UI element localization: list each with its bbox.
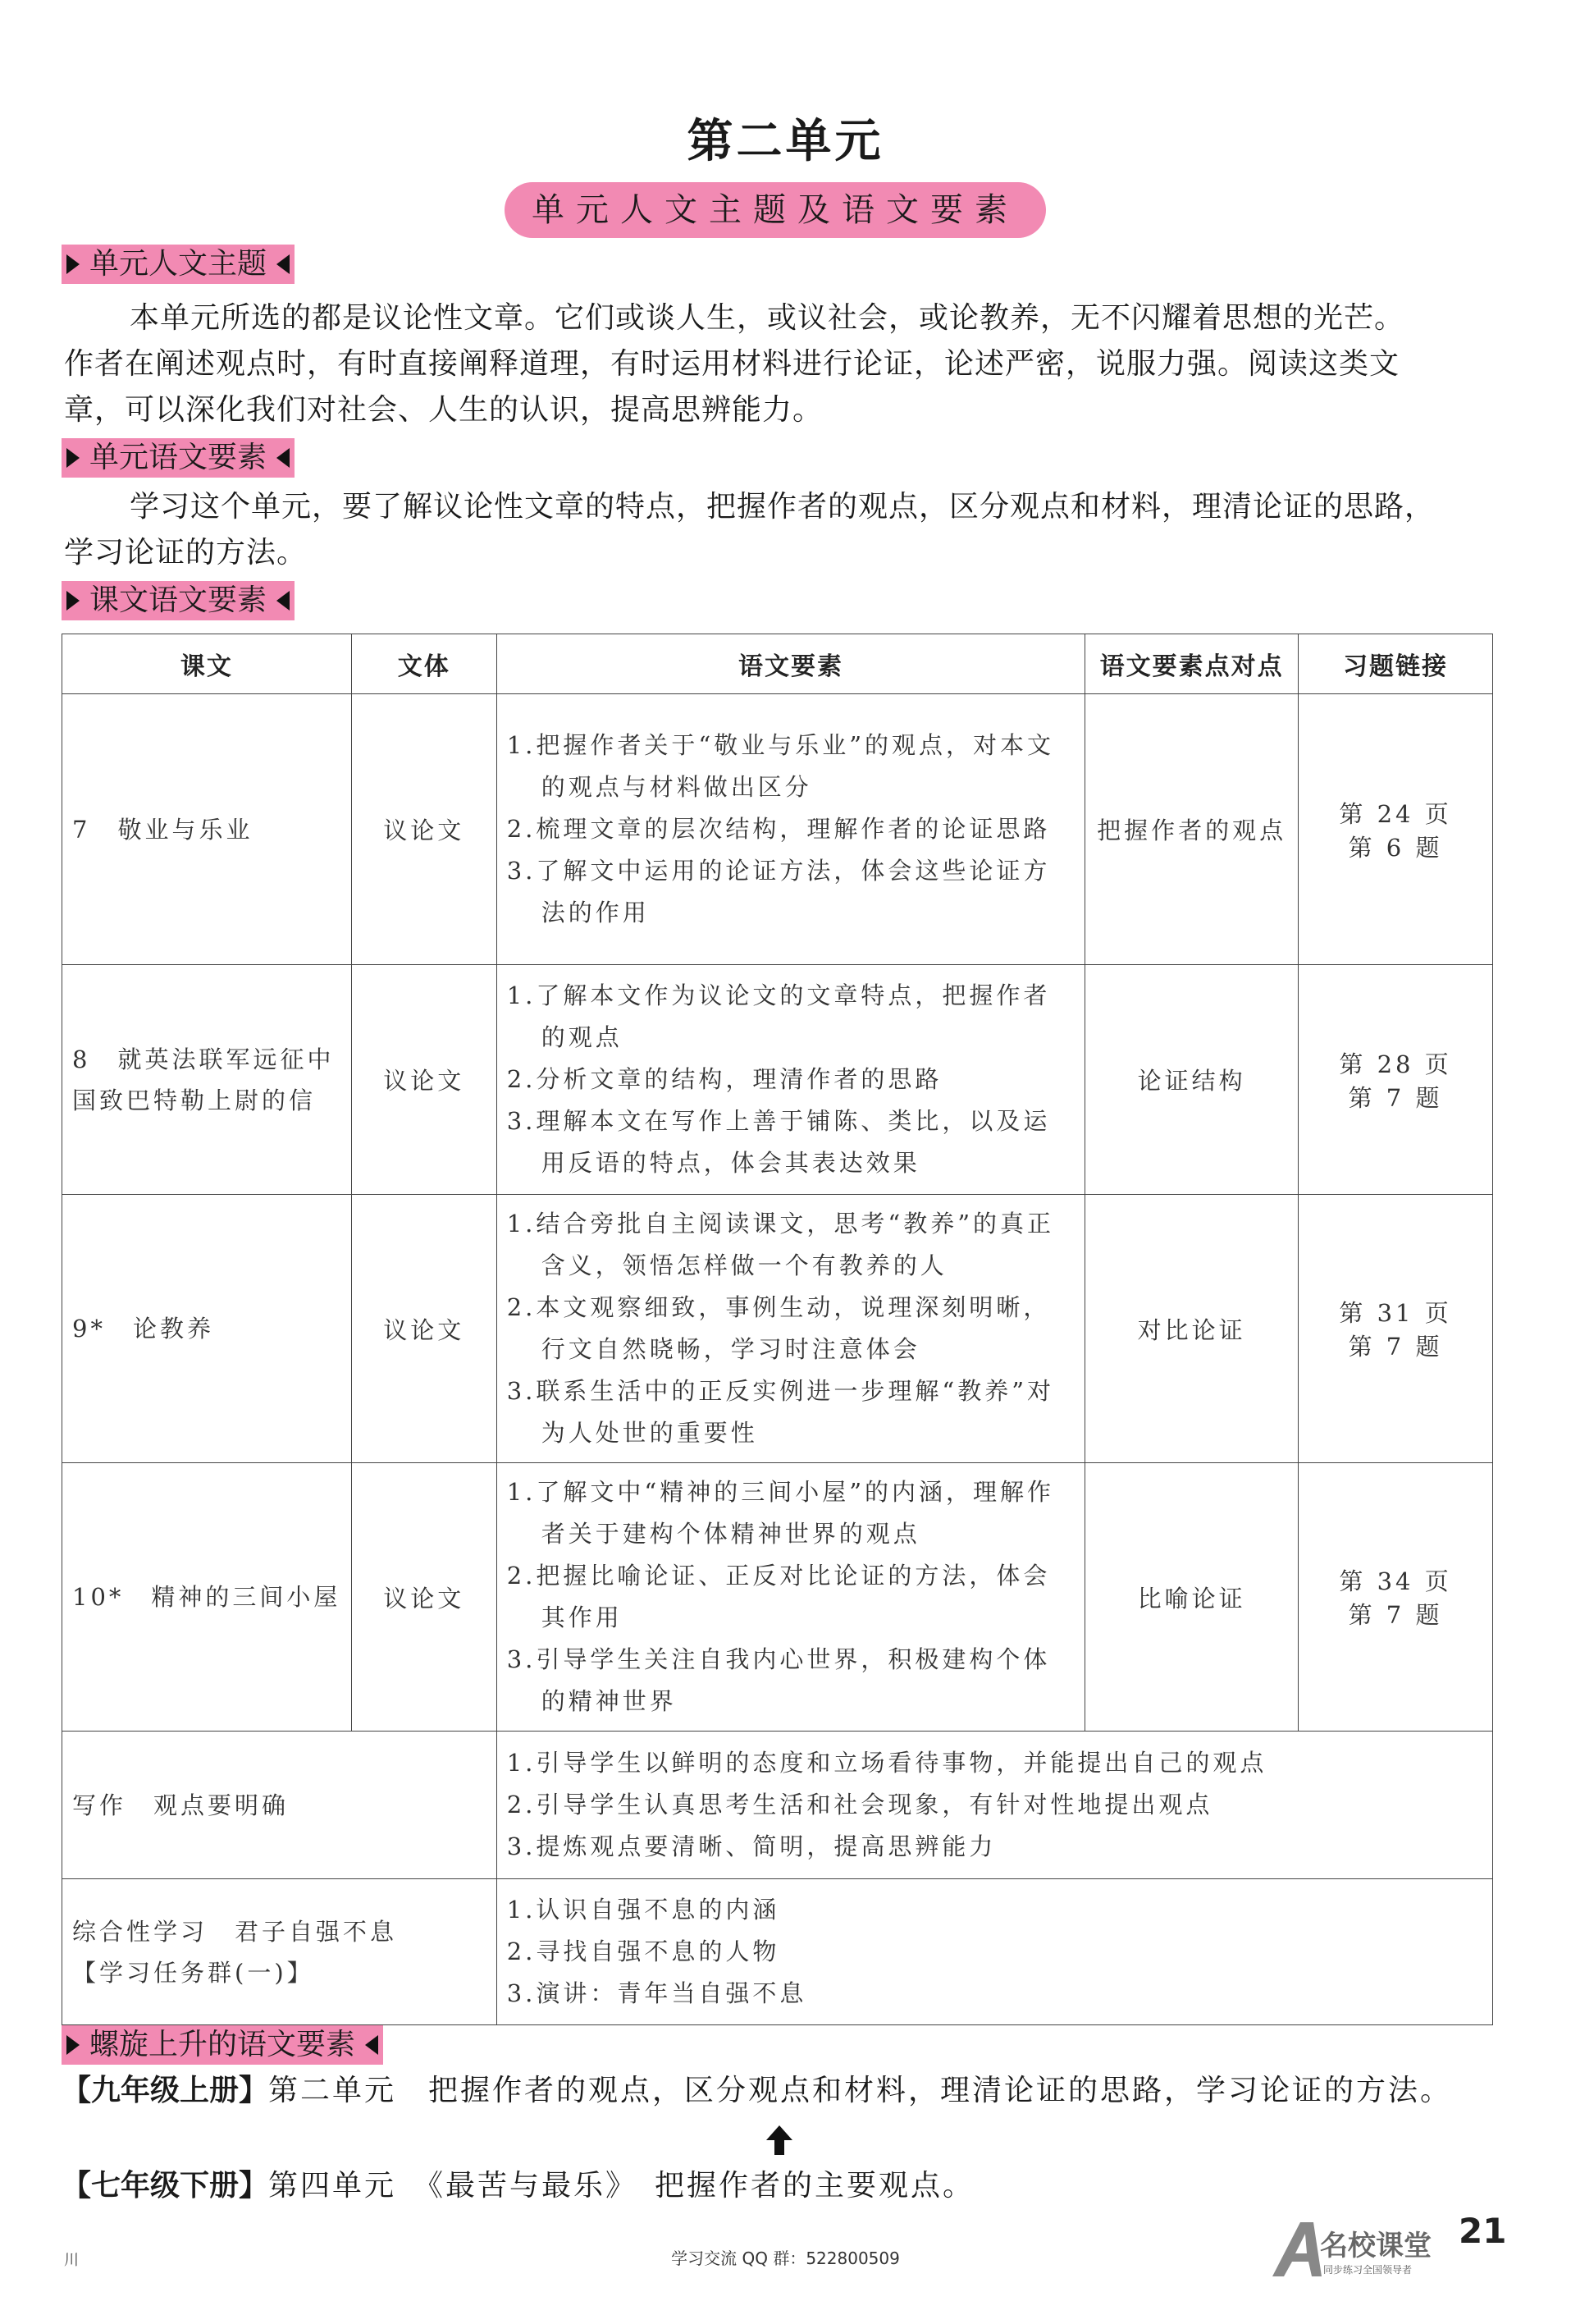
lesson-cell: 写作 观点要明确	[62, 1732, 497, 1879]
humanistic-paragraph: 本单元所选的都是议论性文章。它们或谈人生，或议社会，或论教养，无不闪耀着思想的光芒。 作者在阐述观点时，有时直接阐释道理，有时运用材料进行论证，论述严密，说服力强。阅读这类文 章，可以深化我们对社会、人生的认识，提高思辨能力。	[64, 301, 1405, 427]
point-cell: 比喻论证	[1085, 1463, 1299, 1732]
table-row	[62, 694, 1493, 965]
lesson-cell: 综合性学习 君子自强不息 【学习任务群(一)】	[62, 1879, 497, 2025]
section-heading-language: 单元语文要素	[62, 438, 295, 478]
requirements-cell: 1.结合旁批自主阅读课文，思考“教养”的真正含义，领悟怎样做一个有教养的人 2.本文观察细致，事例生动，说理深刻明晰，行文自然晓畅，学习时注意体会 3.联系生活中的正反实例进一步理解“教养”对为人处世的重要性	[496, 1195, 1085, 1463]
page-number: 21	[1459, 2211, 1507, 2251]
svg-text:名校课堂: 名校课堂	[1320, 2230, 1432, 2262]
section-heading-spiral: 螺旋上升的语文要素	[62, 2025, 383, 2065]
lesson-cell: 7 敬业与乐业	[62, 694, 352, 965]
link-cell: 第 24 页 第 6 题	[1299, 694, 1493, 965]
triangle-right-icon	[66, 254, 80, 274]
table-row	[62, 1195, 1493, 1463]
triangle-left-icon	[276, 254, 290, 274]
link-cell: 第 34 页 第 7 题	[1299, 1463, 1493, 1732]
up-arrow-icon	[763, 2124, 796, 2157]
link-cell: 第 28 页 第 7 题	[1299, 965, 1493, 1195]
genre-cell: 议论文	[351, 965, 496, 1195]
lesson-table	[62, 634, 1493, 2025]
lesson-cell: 10* 精神的三间小屋	[62, 1463, 352, 1732]
triangle-left-icon	[276, 448, 290, 468]
header-requirements: 语文要素	[496, 634, 1085, 694]
table-row	[62, 1463, 1493, 1732]
genre-cell: 议论文	[351, 1195, 496, 1463]
section-banner: 单元人文主题及语文要素	[505, 182, 1046, 238]
point-cell: 论证结构	[1085, 965, 1299, 1195]
requirements-cell: 1.认识自强不息的内涵 2.寻找自强不息的人物 3.演讲：青年当自强不息	[496, 1879, 1492, 2025]
footer-region-mark: 川	[64, 2252, 79, 2269]
svg-text:同步练习全国领导者: 同步练习全国领导者	[1323, 2264, 1413, 2276]
page-title: 第二单元	[687, 115, 884, 168]
table-row-comprehensive	[62, 1879, 1493, 2025]
lesson-cell: 8 就英法联军远征中国致巴特勒上尉的信	[62, 965, 352, 1195]
spiral-upper: 【九年级上册】第二单元 把握作者的观点，区分观点和材料，理清论证的思路，学习论证的方法。	[62, 2074, 1453, 2107]
link-cell: 第 31 页 第 7 题	[1299, 1195, 1493, 1463]
requirements-cell: 1.了解文中“精神的三间小屋”的内涵，理解作者关于建构个体精神世界的观点 2.把握比喻论证、正反对比论证的方法，体会其作用 3.引导学生关注自我内心世界，积极建构个体的精神世界	[496, 1463, 1085, 1732]
point-cell: 把握作者的观点	[1085, 694, 1299, 965]
genre-cell: 议论文	[351, 694, 496, 965]
requirements-cell: 1.了解本文作为议论文的文章特点，把握作者的观点 2.分析文章的结构，理清作者的思路 3.理解本文在写作上善于铺陈、类比，以及运用反语的特点，体会其表达效果	[496, 965, 1085, 1195]
grade-label: 【七年级下册】	[62, 2169, 269, 2203]
brand-logo-icon	[1267, 2216, 1456, 2281]
triangle-right-icon	[66, 448, 80, 468]
genre-cell: 议论文	[351, 1463, 496, 1732]
spiral-lower: 【七年级下册】第四单元 《最苦与最乐》 把握作者的主要观点。	[62, 2169, 975, 2203]
section-heading-humanistic: 单元人文主题	[62, 245, 295, 284]
table-row-writing	[62, 1732, 1493, 1879]
table-row	[62, 965, 1493, 1195]
triangle-left-icon	[365, 2035, 378, 2055]
header-link: 习题链接	[1299, 634, 1493, 694]
lesson-cell: 9* 论教养	[62, 1195, 352, 1463]
section-heading-lesson: 课文语文要素	[62, 581, 295, 620]
requirements-cell: 1.把握作者关于“敬业与乐业”的观点，对本文的观点与材料做出区分 2.梳理文章的层次结构，理解作者的论证思路 3.了解文中运用的论证方法，体会这些论证方法的作用	[496, 694, 1085, 965]
triangle-left-icon	[276, 591, 290, 611]
header-genre: 文体	[351, 634, 496, 694]
grade-label: 【九年级上册】	[62, 2074, 269, 2107]
task-group-tag: 【学习任务群(一)】	[72, 1958, 314, 1987]
header-lesson: 课文	[62, 634, 352, 694]
requirements-cell: 1.引导学生以鲜明的态度和立场看待事物，并能提出自己的观点 2.引导学生认真思考生活和社会现象，有针对性地提出观点 3.提炼观点要清晰、简明，提高思辨能力	[496, 1732, 1492, 1879]
point-cell: 对比论证	[1085, 1195, 1299, 1463]
footer-qq-group: 学习交流 QQ 群：522800509	[671, 2249, 900, 2268]
table-header-row	[62, 634, 1493, 694]
triangle-right-icon	[66, 2035, 80, 2055]
language-paragraph: 学习这个单元，要了解议论性文章的特点，把握作者的观点，区分观点和材料，理清论证的思路， 学习论证的方法。	[64, 490, 1436, 570]
triangle-right-icon	[66, 591, 80, 611]
header-point: 语文要素点对点	[1085, 634, 1299, 694]
